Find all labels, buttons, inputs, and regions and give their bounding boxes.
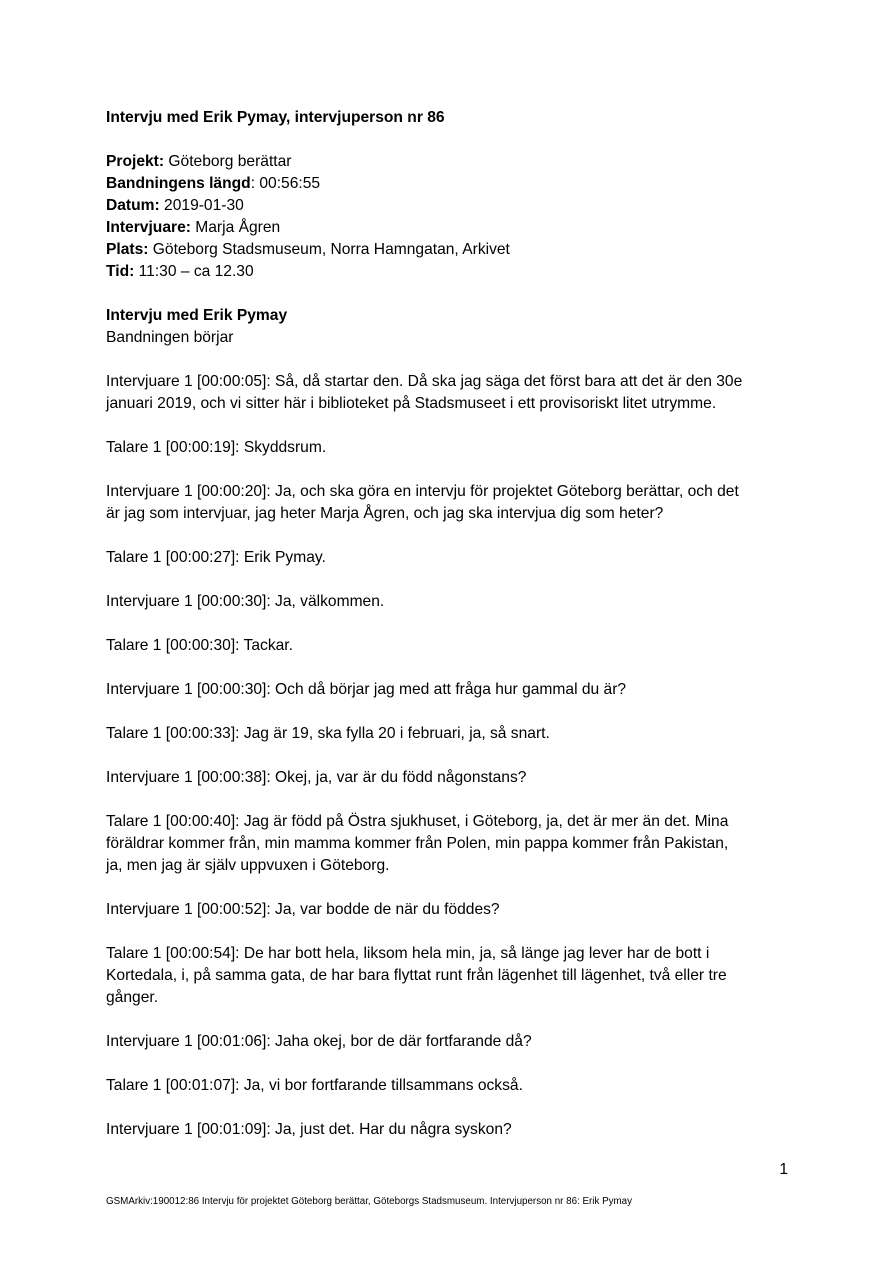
transcript-line: Talare 1 [00:00:27]: Erik Pymay.: [106, 549, 326, 566]
transcript-turn: [106, 547, 796, 569]
transcript-turn: [106, 943, 796, 1009]
transcript-line: Talare 1 [00:00:33]: Jag är 19, ska fylla 20 i februari, ja, så snart.: [106, 725, 550, 742]
transcript-line: Intervjuare 1 [00:00:30]: Och då börjar jag med att fråga hur gammal du är?: [106, 681, 627, 698]
transcript-line: Talare 1 [00:00:40]: Jag är född på Östra sjukhuset, i Göteborg, ja, det är mer än det. Mina: [106, 813, 729, 830]
page-footer: GSMArkiv:190012:86 Intervju för projektet Göteborg berättar, Göteborgs Stadsmuseum. Intervjuperson nr 86: Erik Pymay: [106, 1196, 633, 1207]
transcript-turn: [106, 811, 796, 877]
transcript-turn: [106, 679, 796, 701]
transcript-line: Talare 1 [00:00:30]: Tackar.: [106, 637, 293, 654]
document-body: [106, 107, 796, 1141]
transcript-turn: [106, 437, 796, 459]
meta-date: Datum: 2019-01-30: [106, 197, 244, 214]
transcript-turn: [106, 635, 796, 657]
transcript-line: Intervjuare 1 [00:01:06]: Jaha okej, bor de där fortfarande då?: [106, 1033, 532, 1050]
transcript-turn: [106, 1075, 796, 1097]
section-title: Intervju med Erik Pymay: [106, 307, 288, 324]
transcript-turn: [106, 899, 796, 921]
transcript-turn: [106, 591, 796, 613]
transcript-turn: [106, 767, 796, 789]
transcript-line: föräldrar kommer från, min mamma kommer från Polen, min pappa kommer från Pakistan,: [106, 835, 729, 852]
transcript-line: januari 2019, och vi sitter här i biblioteket på Stadsmuseet i ett provisoriskt litet utrymme.: [106, 395, 717, 412]
section-subtitle: Bandningen börjar: [106, 329, 234, 346]
transcript-line: Talare 1 [00:00:19]: Skyddsrum.: [106, 439, 327, 456]
transcript-line: Kortedala, i, på samma gata, de har bara flyttat runt från lägenhet till lägenhet, två eller tre: [106, 967, 727, 984]
transcript-turn: [106, 1031, 796, 1053]
transcript-turn: [106, 371, 796, 415]
meta-place: Plats: Göteborg Stadsmuseum, Norra Hamngatan, Arkivet: [106, 241, 510, 258]
meta-block: [106, 151, 796, 283]
transcript-line: är jag som intervjuar, jag heter Marja Ågren, och jag ska intervjua dig som heter?: [106, 505, 664, 522]
transcript-line: Intervjuare 1 [00:00:20]: Ja, och ska göra en intervju för projektet Göteborg berättar, och det: [106, 483, 739, 500]
transcript: [106, 371, 796, 1141]
transcript-line: Intervjuare 1 [00:01:09]: Ja, just det. Har du några syskon?: [106, 1121, 512, 1138]
transcript-line: Intervjuare 1 [00:00:05]: Så, då startar den. Då ska jag säga det först bara att det är den 30e: [106, 373, 743, 390]
meta-project: Projekt: Göteborg berättar: [106, 153, 292, 170]
transcript-line: Intervjuare 1 [00:00:30]: Ja, välkommen.: [106, 593, 385, 610]
transcript-line: Intervjuare 1 [00:00:38]: Okej, ja, var är du född någonstans?: [106, 769, 527, 786]
transcript-line: ja, men jag är själv uppvuxen i Göteborg.: [106, 857, 390, 874]
page-number: 1: [779, 1161, 788, 1178]
transcript-line: Talare 1 [00:01:07]: Ja, vi bor fortfarande tillsammans också.: [106, 1077, 523, 1094]
transcript-turn: [106, 481, 796, 525]
transcript-turn: [106, 1119, 796, 1141]
document-title: Intervju med Erik Pymay, intervjuperson nr 86: [106, 109, 445, 126]
transcript-turn: [106, 723, 796, 745]
transcript-line: Intervjuare 1 [00:00:52]: Ja, var bodde de när du föddes?: [106, 901, 500, 918]
meta-recording-length: Bandningens längd: 00:56:55: [106, 175, 321, 192]
transcript-line: Talare 1 [00:00:54]: De har bott hela, liksom hela min, ja, så länge jag lever har de bott i: [106, 945, 710, 962]
transcript-line: gånger.: [106, 989, 159, 1006]
meta-time: Tid: 11:30 – ca 12.30: [106, 263, 254, 280]
meta-interviewer: Intervjuare: Marja Ågren: [106, 219, 281, 236]
